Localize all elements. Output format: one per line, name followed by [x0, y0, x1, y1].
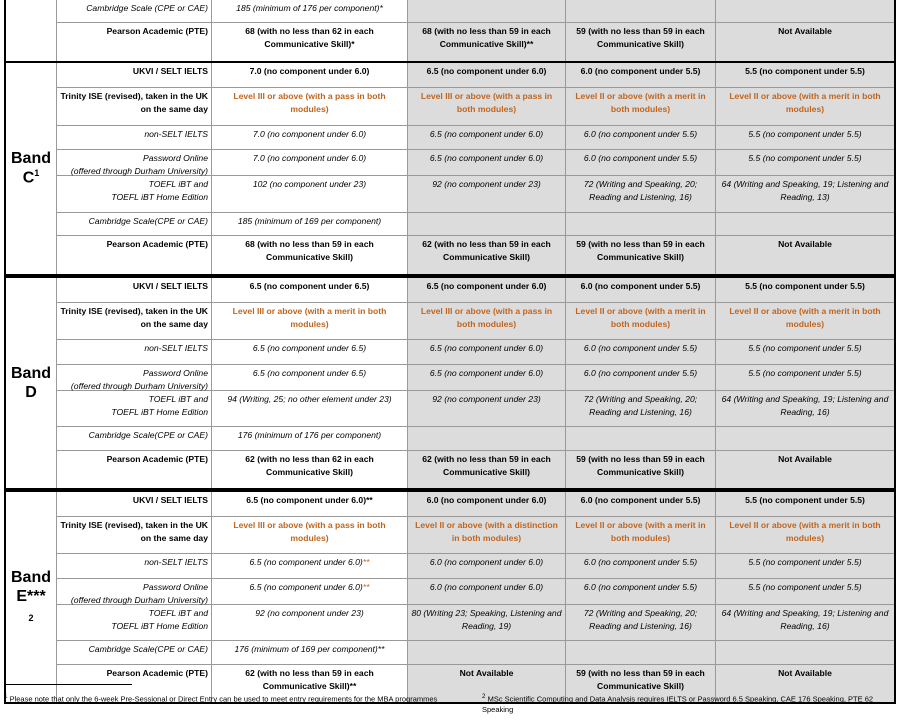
- table-row: [56, 391, 894, 427]
- score-cell: 6.0 (no component under 5.5): [565, 126, 715, 149]
- score-cell: [565, 0, 715, 22]
- score-cell: Level III or above (with a pass in both modules): [407, 303, 565, 339]
- score-cell: Level II or above (with a merit in both modules): [565, 517, 715, 553]
- score-cell: 6.0 (no component under 5.5): [565, 365, 715, 390]
- score-cell: 5.5 (no component under 5.5): [715, 554, 894, 578]
- table-row: [56, 63, 894, 88]
- score-cell: 72 (Writing and Speaking, 20; Reading and Listening, 16): [565, 176, 715, 212]
- score-cell: 62 (with no less than 62 in each Communicative Skill): [211, 451, 407, 488]
- test-name: non-SELT IELTS: [56, 554, 211, 578]
- score-cell: 68 (with no less than 62 in each Communicative Skill)*: [211, 23, 407, 61]
- score-cell: 5.5 (no component under 5.5): [715, 340, 894, 364]
- table-row: [56, 176, 894, 213]
- test-name: non-SELT IELTS: [56, 340, 211, 364]
- score-cell: 6.5 (no component under 6.5): [211, 340, 407, 364]
- score-cell: Level II or above (with a merit in both modules): [565, 303, 715, 339]
- score-cell: Level III or above (with a pass in both modules): [407, 88, 565, 125]
- score-cell: [715, 0, 894, 22]
- score-cell: [715, 427, 894, 450]
- band-e: [4, 490, 896, 704]
- score-cell: 92 (no component under 23): [211, 605, 407, 640]
- test-name: Cambridge Scale (CPE or CAE): [56, 0, 211, 22]
- score-cell: 62 (with no less than 59 in each Communicative Skill): [407, 451, 565, 488]
- score-cell: 5.5 (no component under 5.5): [715, 579, 894, 604]
- score-cell: 64 (Writing and Speaking, 19; Listening and Reading, 16): [715, 391, 894, 426]
- score-cell: 92 (no component under 23): [407, 391, 565, 426]
- test-name: UKVI / SELT IELTS: [56, 63, 211, 87]
- score-cell: 6.5 (no component under 6.5): [211, 365, 407, 390]
- score-cell: 185 (minimum of 169 per component): [211, 213, 407, 235]
- score-cell: Level II or above (with a distinction in both modules): [407, 517, 565, 553]
- test-name: TOEFL iBT and TOEFL iBT Home Edition: [56, 391, 211, 426]
- table-row: [56, 605, 894, 641]
- score-cell: 6.5 (no component under 6.0): [407, 150, 565, 175]
- score-cell: 64 (Writing and Speaking, 19; Listening and Reading, 13): [715, 176, 894, 212]
- score-cell: 80 (Writing 23; Speaking, Listening and Reading, 19): [407, 605, 565, 640]
- score-cell: 59 (with no less than 59 in each Communicative Skill): [565, 665, 715, 702]
- test-name: Pearson Academic (PTE): [56, 23, 211, 61]
- band-top: [4, 0, 896, 61]
- band-c-label: Band $C^1$: [11, 150, 51, 187]
- table-row: [56, 340, 894, 365]
- test-name: Pearson Academic (PTE): [56, 451, 211, 488]
- score-cell: 6.0 (no component under 5.5): [565, 492, 715, 516]
- test-name: Trinity ISE (revised), taken in the UK on the same day: [56, 517, 211, 553]
- score-cell: [407, 0, 565, 22]
- test-name: UKVI / SELT IELTS: [56, 492, 211, 516]
- score-cell: 6.0 (no component under 6.0): [407, 579, 565, 604]
- score-cell: [407, 213, 565, 235]
- test-name: Pearson Academic (PTE): [56, 236, 211, 274]
- score-cell: [715, 641, 894, 664]
- score-cell: 62 (with no less than 59 in each Communicative Skill): [407, 236, 565, 274]
- score-cell: 6.0 (no component under 5.5): [565, 63, 715, 87]
- test-name: TOEFL iBT and TOEFL iBT Home Edition: [56, 176, 211, 212]
- score-cell: 185 (minimum of 176 per component)*: [211, 0, 407, 22]
- table-row: [56, 517, 894, 554]
- test-name: Password Online (offered through Durham University): [56, 150, 211, 175]
- score-cell: Level II or above (with a merit in both modules): [715, 88, 894, 125]
- score-cell: 68 (with no less than 59 in each Communicative Skill)**: [407, 23, 565, 61]
- score-cell: Not Available: [407, 665, 565, 702]
- score-cell: 72 (Writing and Speaking, 20; Reading and Listening, 16): [565, 605, 715, 640]
- table-row: [56, 554, 894, 579]
- score-cell: 59 (with no less than 59 in each Communicative Skill): [565, 236, 715, 274]
- band-d-label: Band D: [11, 364, 51, 401]
- table-row: [56, 150, 894, 176]
- score-cell: 7.0 (no component under 6.0): [211, 150, 407, 175]
- score-cell: Level III or above (with a merit in both modules): [211, 303, 407, 339]
- score-cell: 5.5 (no component under 5.5): [715, 150, 894, 175]
- score-cell: 6.5 (no component under 6.0): [407, 340, 565, 364]
- score-cell: 5.5 (no component under 5.5): [715, 492, 894, 516]
- score-cell: [565, 427, 715, 450]
- table-row: [56, 641, 894, 665]
- table-row: [56, 451, 894, 488]
- band-c: [4, 61, 896, 276]
- table-row: [56, 427, 894, 451]
- table-row: [56, 126, 894, 150]
- score-cell: Level III or above (with a pass in both modules): [211, 517, 407, 553]
- score-cell: 176 (minimum of 176 per component): [211, 427, 407, 450]
- score-cell: [407, 641, 565, 664]
- score-cell: 6.5 (no component under 6.0): [407, 126, 565, 149]
- score-cell: [407, 427, 565, 450]
- score-cell: 94 (Writing, 25; no other element under 23): [211, 391, 407, 426]
- score-cell: 6.5 (no component under 6.0)**: [211, 492, 407, 516]
- test-name: Trinity ISE (revised), taken in the UK on the same day: [56, 303, 211, 339]
- score-cell: 6.5 (no component under 6.5): [211, 278, 407, 302]
- score-cell: 6.0 (no component under 5.5): [565, 278, 715, 302]
- test-name: Trinity ISE (revised), taken in the UK on the same day: [56, 88, 211, 125]
- table-row: [56, 213, 894, 236]
- score-cell: Not Available: [715, 23, 894, 61]
- test-name: Cambridge Scale(CPE or CAE): [56, 213, 211, 235]
- score-cell: Level II or above (with a merit in both modules): [565, 88, 715, 125]
- footnote-1: $^1$ Please note that only the 6-week Pre-Sessional or Direct Entry can be used to meet entry requirements for the MBA programmes: [4, 693, 438, 704]
- test-name: TOEFL iBT and TOEFL iBT Home Edition: [56, 605, 211, 640]
- table-row: [56, 303, 894, 340]
- score-cell: Level III or above (with a pass in both modules): [211, 88, 407, 125]
- score-cell: 6.0 (no component under 5.5): [565, 554, 715, 578]
- score-cell: 6.0 (no component under 5.5): [565, 579, 715, 604]
- footnote-2: $^2$ MSc Scientific Computing and Data Analysis requires IELTS or Password 6.5 Speaking, CAE 176 Speaking, PTE 62 Speaking: [482, 693, 874, 714]
- band-d: [4, 276, 896, 490]
- score-cell: 6.0 (no component under 5.5): [565, 340, 715, 364]
- score-cell: 64 (Writing and Speaking, 19; Listening and Reading, 16): [715, 605, 894, 640]
- test-name: Password Online (offered through Durham University): [56, 365, 211, 390]
- score-cell: Not Available: [715, 665, 894, 702]
- table-row: [56, 23, 894, 61]
- score-cell: Level II or above (with a merit in both modules): [715, 517, 894, 553]
- score-cell: 7.0 (no component under 6.0): [211, 63, 407, 87]
- score-cell: 68 (with no less than 59 in each Communicative Skill): [211, 236, 407, 274]
- test-name: UKVI / SELT IELTS: [56, 278, 211, 302]
- table-row: [56, 492, 894, 517]
- score-cell: 102 (no component under 23): [211, 176, 407, 212]
- table-row: [56, 236, 894, 274]
- score-cell: 5.5 (no component under 5.5): [715, 63, 894, 87]
- score-cell: 5.5 (no component under 5.5): [715, 365, 894, 390]
- score-cell: 59 (with no less than 59 in each Communicative Skill): [565, 451, 715, 488]
- score-cell: 62 (with no less than 59 in each Communicative Skill)**: [211, 665, 407, 702]
- score-cell: 6.5 (no component under 6.0): [407, 63, 565, 87]
- table-row: [56, 579, 894, 605]
- requirements-table: [4, 0, 896, 704]
- footnote-separator: [4, 684, 132, 685]
- score-cell: [565, 641, 715, 664]
- table-row: [56, 0, 894, 23]
- score-cell: 7.0 (no component under 6.0): [211, 126, 407, 149]
- score-cell: 6.0 (no component under 6.0): [407, 492, 565, 516]
- score-cell: Level II or above (with a merit in both modules): [715, 303, 894, 339]
- test-name: Password Online (offered through Durham University): [56, 579, 211, 604]
- score-cell: 6.5 (no component under 6.0)**: [211, 554, 407, 578]
- score-cell: 6.5 (no component under 6.0): [407, 278, 565, 302]
- score-cell: 176 (minimum of 169 per component)**: [211, 641, 407, 664]
- score-cell: Not Available: [715, 451, 894, 488]
- score-cell: 92 (no component under 23): [407, 176, 565, 212]
- table-row: [56, 365, 894, 391]
- test-name: Cambridge Scale(CPE or CAE): [56, 641, 211, 664]
- band-e-label: Band E*** 2: [11, 569, 51, 623]
- table-row: [56, 88, 894, 126]
- score-cell: 6.0 (no component under 6.0): [407, 554, 565, 578]
- score-cell: 5.5 (no component under 5.5): [715, 278, 894, 302]
- score-cell: [715, 213, 894, 235]
- score-cell: Not Available: [715, 236, 894, 274]
- test-name: Cambridge Scale(CPE or CAE): [56, 427, 211, 450]
- score-cell: 6.0 (no component under 5.5): [565, 150, 715, 175]
- score-cell: [565, 213, 715, 235]
- table-row: [56, 278, 894, 303]
- score-cell: 6.5 (no component under 6.0)**: [211, 579, 407, 604]
- score-cell: 6.5 (no component under 6.0): [407, 365, 565, 390]
- test-name: non-SELT IELTS: [56, 126, 211, 149]
- score-cell: 72 (Writing and Speaking, 20; Reading and Listening, 16): [565, 391, 715, 426]
- score-cell: 5.5 (no component under 5.5): [715, 126, 894, 149]
- test-name: Pearson Academic (PTE): [56, 665, 211, 702]
- score-cell: 59 (with no less than 59 in each Communicative Skill): [565, 23, 715, 61]
- band-top-label: [6, 0, 56, 61]
